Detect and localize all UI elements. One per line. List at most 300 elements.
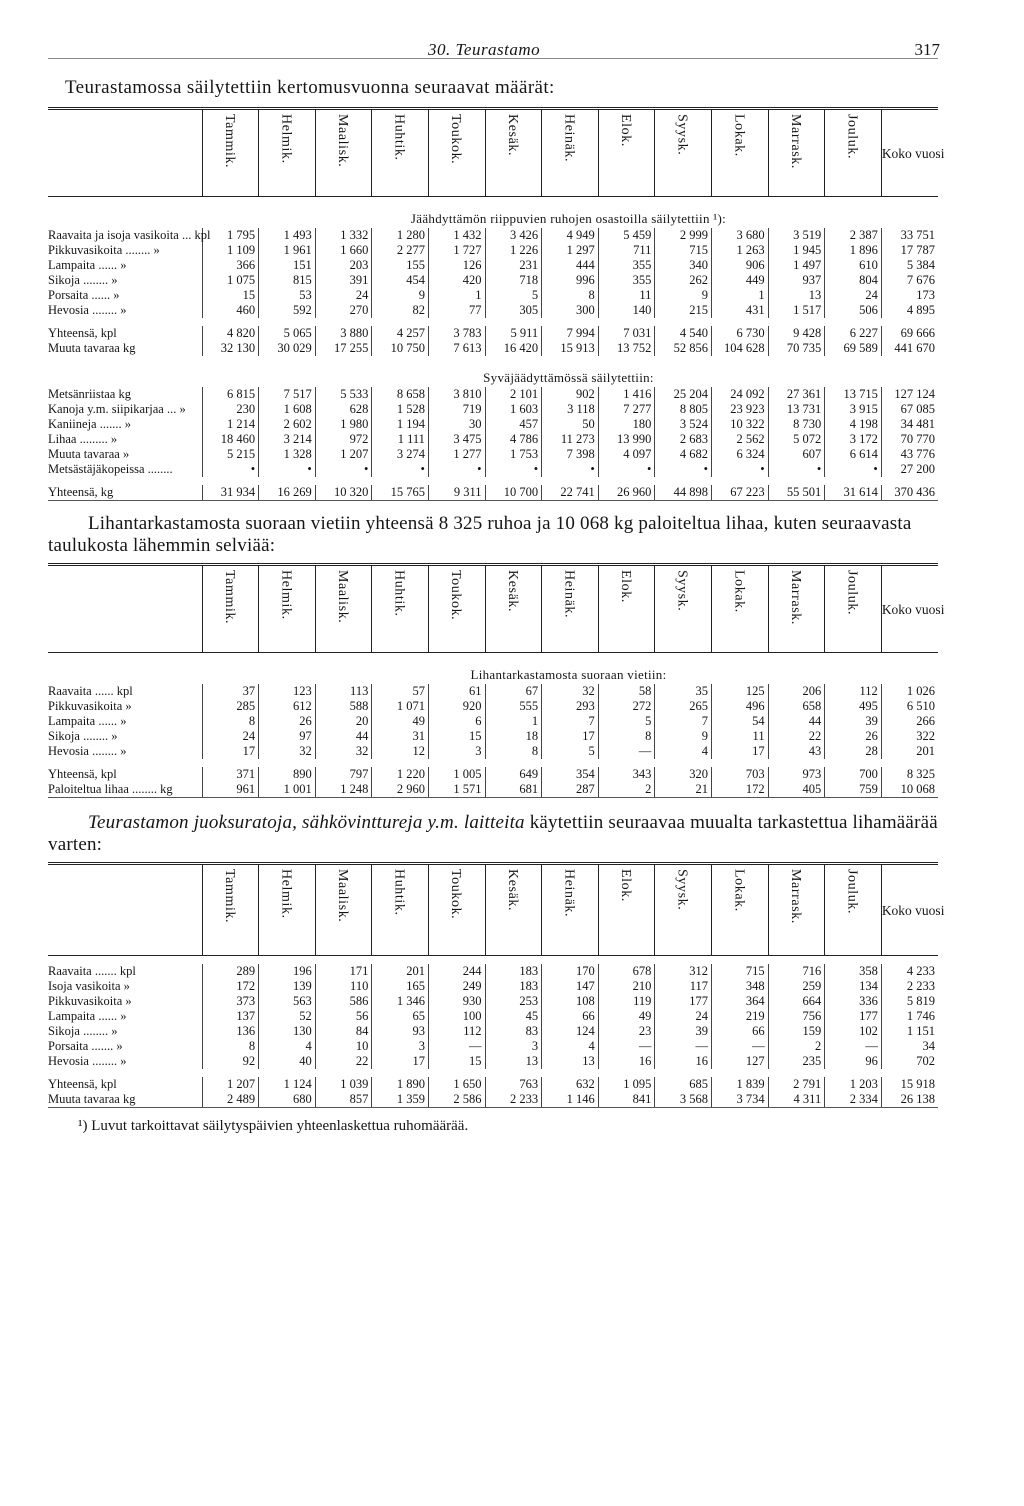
cell-value: 112	[825, 684, 882, 699]
cell-value: 13 731	[768, 402, 825, 417]
cell-value: 7 277	[598, 402, 655, 417]
cell-value: 1 226	[485, 243, 542, 258]
cell-total: 34	[881, 1039, 938, 1054]
header-month	[259, 109, 316, 197]
cell-value: 6 324	[711, 447, 768, 462]
month-label: Elok.	[618, 869, 634, 902]
month-label: Toukok.	[448, 869, 464, 920]
cell-value: 172	[202, 979, 259, 994]
cell-value: 84	[315, 1024, 372, 1039]
cell-value: —	[598, 744, 655, 759]
cell-value: 610	[825, 258, 882, 273]
table-row	[48, 744, 938, 759]
cell-value: 12	[372, 744, 429, 759]
month-label: Helmik.	[278, 114, 294, 164]
cell-value: 1 660	[315, 243, 372, 258]
cell-value: 24	[655, 1009, 712, 1024]
table-row	[48, 684, 938, 699]
cell-value: 24	[825, 288, 882, 303]
cell-value: 2 791	[768, 1077, 825, 1092]
cell-value: 2 960	[372, 782, 429, 798]
month-label: Heinäk.	[561, 869, 577, 918]
row-label: Lampaita ...... »	[48, 1009, 127, 1023]
table-row	[48, 729, 938, 744]
table-header-row	[48, 109, 938, 197]
cell-value: 632	[542, 1077, 599, 1092]
header-month	[711, 109, 768, 197]
cell-value: 16 269	[259, 485, 316, 501]
cell-value: 1 795	[202, 228, 259, 243]
cell-value: 49	[598, 1009, 655, 1024]
cell-value: 2 101	[485, 387, 542, 402]
table-row	[48, 964, 938, 979]
cell-value: 289	[202, 964, 259, 979]
cell-total: 370 436	[881, 485, 938, 501]
spacer-cell	[48, 956, 938, 965]
row-label: Hevosia ........ »	[48, 744, 127, 758]
cell-value: 16 420	[485, 341, 542, 356]
cell-value: 358	[825, 964, 882, 979]
cell-value: 177	[655, 994, 712, 1009]
cell-value: 1 890	[372, 1077, 429, 1092]
cell-value: 457	[485, 417, 542, 432]
cell-value: 10 700	[485, 485, 542, 501]
cell-value: 3 426	[485, 228, 542, 243]
section-title: Syväjäädyttämössä säilytettiin:	[483, 370, 654, 385]
cell-value: 348	[711, 979, 768, 994]
month-label: Kesäk.	[504, 869, 520, 912]
cell-value: 649	[485, 767, 542, 782]
cell-value: 681	[485, 782, 542, 798]
month-label: Kesäk.	[504, 570, 520, 613]
spacer-row	[48, 318, 938, 326]
cell-value: 815	[259, 273, 316, 288]
cell-value: 1 896	[825, 243, 882, 258]
header-month	[542, 109, 599, 197]
cell-value: 305	[485, 303, 542, 318]
cell-value: 155	[372, 258, 429, 273]
section-row	[48, 197, 938, 229]
table-header-row	[48, 565, 938, 653]
cell-total: 7 676	[881, 273, 938, 288]
cell-value: 262	[655, 273, 712, 288]
cell-value: 6 815	[202, 387, 259, 402]
cell-value: 28	[825, 744, 882, 759]
cell-value: 1 346	[372, 994, 429, 1009]
table-row	[48, 1054, 938, 1069]
cell-value: 100	[428, 1009, 485, 1024]
cell-value: 17	[711, 744, 768, 759]
cell-value: 70 735	[768, 341, 825, 356]
cell-value: 703	[711, 767, 768, 782]
row-label: Metsästäjäkopeissa ........	[48, 462, 173, 476]
header-month	[655, 565, 712, 653]
cell-value: 112	[428, 1024, 485, 1039]
cell-value: 6	[428, 714, 485, 729]
cell-value: 171	[315, 964, 372, 979]
cell-value: 6 227	[825, 326, 882, 341]
cell-value: 7	[542, 714, 599, 729]
footnote: ¹) Luvut tarkoittavat säilytyspäivien yhteenlaskettua ruhomäärää.	[78, 1118, 469, 1134]
cell-value: 136	[202, 1024, 259, 1039]
month-label: Heinäk.	[561, 114, 577, 163]
cell-value: 117	[655, 979, 712, 994]
cell-value: 1 146	[542, 1092, 599, 1108]
cell-value: 612	[259, 699, 316, 714]
cell-value: 7 517	[259, 387, 316, 402]
header-month	[259, 864, 316, 956]
table-row	[48, 699, 938, 714]
cell-value: 8 658	[372, 387, 429, 402]
cell-value: 119	[598, 994, 655, 1009]
spacer-row	[48, 1069, 938, 1077]
cell-value: 151	[259, 258, 316, 273]
cell-value: 454	[372, 273, 429, 288]
month-label: Lokak.	[731, 114, 747, 157]
header-month	[372, 864, 429, 956]
running-head	[48, 30, 938, 59]
table-row	[48, 432, 938, 447]
month-label: Jouluk.	[844, 869, 860, 915]
cell-value: 906	[711, 258, 768, 273]
cell-value: 1 071	[372, 699, 429, 714]
table3-intro-italic: Teurastamon juoksuratoja, sähkövinttureja y.m. laitteita	[88, 812, 525, 833]
cell-value: 592	[259, 303, 316, 318]
cell-total: 441 670	[881, 341, 938, 356]
cell-value: 718	[485, 273, 542, 288]
cell-value: 4 198	[825, 417, 882, 432]
cell-total: 43 776	[881, 447, 938, 462]
cell-value: 17	[542, 729, 599, 744]
cell-total: 5 384	[881, 258, 938, 273]
cell-value: 35	[655, 684, 712, 699]
spacer-cell	[48, 1069, 938, 1077]
header-year-total: Koko vuosi	[881, 864, 938, 956]
cell-value: 180	[598, 417, 655, 432]
cell-value: 1	[485, 714, 542, 729]
cell-value: 219	[711, 1009, 768, 1024]
cell-value: 4 097	[598, 447, 655, 462]
row-label: Pikkuvasikoita »	[48, 994, 132, 1008]
cell-value: 930	[428, 994, 485, 1009]
row-label: Raavaita ja isoja vasikoita ... kpl	[48, 228, 211, 242]
cell-value: 104 628	[711, 341, 768, 356]
cell-value: 52	[259, 1009, 316, 1024]
cell-value: 2 586	[428, 1092, 485, 1108]
header-month	[598, 109, 655, 197]
cell-value: 420	[428, 273, 485, 288]
cell-value: 5 065	[259, 326, 316, 341]
cell-value: 67 223	[711, 485, 768, 501]
cell-value: •	[768, 462, 825, 477]
cell-value: 920	[428, 699, 485, 714]
month-label: Jouluk.	[844, 114, 860, 160]
cell-value: 108	[542, 994, 599, 1009]
cell-value: 588	[315, 699, 372, 714]
cell-value: 5 072	[768, 432, 825, 447]
cell-value: 1 263	[711, 243, 768, 258]
cell-value: 13	[768, 288, 825, 303]
cell-value: 39	[655, 1024, 712, 1039]
cell-value: 4 682	[655, 447, 712, 462]
cell-value: 1 207	[202, 1077, 259, 1092]
month-label: Syysk.	[674, 114, 690, 156]
header-stub	[48, 864, 202, 956]
cell-value: 170	[542, 964, 599, 979]
cell-value: 700	[825, 767, 882, 782]
cell-value: •	[655, 462, 712, 477]
cell-value: 2 683	[655, 432, 712, 447]
table-row	[48, 447, 938, 462]
cell-total: 4 233	[881, 964, 938, 979]
cell-total: 1 151	[881, 1024, 938, 1039]
cell-value: 52 856	[655, 341, 712, 356]
cell-value: •	[598, 462, 655, 477]
cell-value: 431	[711, 303, 768, 318]
cell-value: 8	[598, 729, 655, 744]
cell-value: 3 475	[428, 432, 485, 447]
table-row	[48, 326, 938, 341]
cell-value: 857	[315, 1092, 372, 1108]
cell-value: •	[259, 462, 316, 477]
cell-value: 1	[711, 288, 768, 303]
month-label: Marrask.	[787, 570, 803, 625]
table-row	[48, 1039, 938, 1054]
row-label: Isoja vasikoita »	[48, 979, 130, 993]
row-label: Lihaa ......... »	[48, 432, 118, 446]
month-label: Kesäk.	[504, 114, 520, 157]
cell-value: 10 322	[711, 417, 768, 432]
cell-value: 7 994	[542, 326, 599, 341]
header-month	[315, 109, 372, 197]
cell-total: 1 746	[881, 1009, 938, 1024]
cell-value: 343	[598, 767, 655, 782]
cell-value: •	[825, 462, 882, 477]
page	[48, 30, 945, 1135]
cell-value: 113	[315, 684, 372, 699]
cell-value: 1 603	[485, 402, 542, 417]
cell-value: 300	[542, 303, 599, 318]
month-label: Jouluk.	[844, 570, 860, 616]
cell-value: —	[825, 1039, 882, 1054]
cell-value: •	[372, 462, 429, 477]
row-label: Pikkuvasikoita »	[48, 699, 132, 713]
cell-value: 56	[315, 1009, 372, 1024]
cell-value: 201	[372, 964, 429, 979]
cell-value: 1 359	[372, 1092, 429, 1108]
cell-value: 2	[768, 1039, 825, 1054]
month-label: Tammik.	[221, 869, 237, 924]
row-label: Kanoja y.m. siipikarjaa ... »	[48, 402, 186, 416]
cell-total: 127 124	[881, 387, 938, 402]
cell-value: 26 960	[598, 485, 655, 501]
cell-value: 890	[259, 767, 316, 782]
cell-value: 1 194	[372, 417, 429, 432]
cell-value: 15	[202, 288, 259, 303]
header-year-total: Koko vuosi	[881, 565, 938, 653]
cell-value: 40	[259, 1054, 316, 1069]
spacer-row	[48, 759, 938, 767]
header-month	[655, 864, 712, 956]
cell-value: 8	[542, 288, 599, 303]
cell-value: 1 111	[372, 432, 429, 447]
row-label: Sikoja ........ »	[48, 273, 118, 287]
cell-value: 17	[202, 744, 259, 759]
cell-total: 34 481	[881, 417, 938, 432]
cell-value: 1 220	[372, 767, 429, 782]
header-month	[768, 864, 825, 956]
table-storage	[48, 107, 945, 501]
cell-value: 496	[711, 699, 768, 714]
cell-value: 18 460	[202, 432, 259, 447]
table1-intro: Teurastamossa säilytettiin kertomusvuonna seuraavat määrät:	[65, 77, 555, 98]
cell-value: 444	[542, 258, 599, 273]
cell-value: 15	[428, 729, 485, 744]
table2-intro: Lihantarkastamosta suoraan vietiin yhteensä 8 325 ruhoa ja 10 068 kg paloiteltua lihaa, kuten seuraavasta taulukosta lähemmin selviää:	[48, 513, 912, 556]
cell-value: 26	[825, 729, 882, 744]
page-number: 317	[914, 40, 940, 59]
header-month	[202, 109, 259, 197]
cell-value: 259	[768, 979, 825, 994]
cell-value: 13 715	[825, 387, 882, 402]
header-month	[315, 864, 372, 956]
cell-value: 125	[711, 684, 768, 699]
row-label: Yhteensä, kg	[48, 485, 202, 501]
cell-value: 1 005	[428, 767, 485, 782]
cell-total: 69 666	[881, 326, 938, 341]
cell-value: 30 029	[259, 341, 316, 356]
cell-value: 312	[655, 964, 712, 979]
cell-total: 5 819	[881, 994, 938, 1009]
cell-value: 4 786	[485, 432, 542, 447]
cell-value: 24	[202, 729, 259, 744]
cell-value: 140	[598, 303, 655, 318]
header-month	[428, 109, 485, 197]
cell-value: 3 568	[655, 1092, 712, 1108]
row-label: Muuta tavaraa »	[48, 447, 130, 461]
cell-value: 24 092	[711, 387, 768, 402]
cell-value: 1 095	[598, 1077, 655, 1092]
cell-value: 680	[259, 1092, 316, 1108]
cell-value: 124	[542, 1024, 599, 1039]
cell-value: 5 459	[598, 228, 655, 243]
cell-value: 3 734	[711, 1092, 768, 1108]
cell-value: 716	[768, 964, 825, 979]
cell-value: 55 501	[768, 485, 825, 501]
cell-total: 33 751	[881, 228, 938, 243]
cell-value: 3 274	[372, 447, 429, 462]
header-month	[372, 109, 429, 197]
cell-value: 658	[768, 699, 825, 714]
cell-value: 371	[202, 767, 259, 782]
cell-total: 266	[881, 714, 938, 729]
row-label: Yhteensä, kpl	[48, 1077, 117, 1091]
cell-value: 10 320	[315, 485, 372, 501]
header-month	[202, 565, 259, 653]
table-header-row	[48, 864, 938, 956]
cell-value: 23	[598, 1024, 655, 1039]
cell-value: 249	[428, 979, 485, 994]
cell-value: 607	[768, 447, 825, 462]
cell-value: 272	[598, 699, 655, 714]
spacer-cell	[48, 477, 938, 485]
cell-value: 15	[428, 1054, 485, 1069]
cell-value: 1 980	[315, 417, 372, 432]
cell-total: 26 138	[881, 1092, 938, 1108]
header-stub	[48, 565, 202, 653]
cell-value: 1 332	[315, 228, 372, 243]
cell-value: 355	[598, 258, 655, 273]
cell-value: 293	[542, 699, 599, 714]
cell-value: 355	[598, 273, 655, 288]
cell-value: 253	[485, 994, 542, 1009]
row-label: Paloiteltua lihaa ........ kg	[48, 782, 202, 798]
cell-value: —	[598, 1039, 655, 1054]
cell-value: 139	[259, 979, 316, 994]
header-month	[768, 565, 825, 653]
month-label: Huhtik.	[391, 114, 407, 161]
cell-value: 13	[542, 1054, 599, 1069]
cell-value: 13	[485, 1054, 542, 1069]
cell-value: 8	[485, 744, 542, 759]
cell-value: 3 524	[655, 417, 712, 432]
cell-value: 336	[825, 994, 882, 1009]
cell-value: 2	[598, 782, 655, 798]
header-month	[259, 565, 316, 653]
cell-value: 7 031	[598, 326, 655, 341]
cell-value: 1 280	[372, 228, 429, 243]
month-label: Marrask.	[787, 114, 803, 169]
cell-value: 177	[825, 1009, 882, 1024]
cell-value: 77	[428, 303, 485, 318]
cell-value: 54	[711, 714, 768, 729]
cell-value: 1 124	[259, 1077, 316, 1092]
table-row	[48, 258, 938, 273]
cell-value: 215	[655, 303, 712, 318]
cell-value: 15 765	[372, 485, 429, 501]
cell-value: 759	[825, 782, 882, 798]
cell-value: 235	[768, 1054, 825, 1069]
cell-value: 49	[372, 714, 429, 729]
cell-value: 22	[768, 729, 825, 744]
cell-total: 173	[881, 288, 938, 303]
table-row	[48, 341, 938, 356]
table3-intro	[48, 812, 938, 856]
cell-value: 1	[428, 288, 485, 303]
cell-value: 3	[372, 1039, 429, 1054]
month-label: Huhtik.	[391, 570, 407, 617]
cell-value: 373	[202, 994, 259, 1009]
cell-value: 1 961	[259, 243, 316, 258]
spacer-row	[48, 477, 938, 485]
cell-value: 22	[315, 1054, 372, 1069]
cell-value: 10 750	[372, 341, 429, 356]
cell-value: 22 741	[542, 485, 599, 501]
header-month	[542, 864, 599, 956]
cell-value: 32	[315, 744, 372, 759]
cell-total: 322	[881, 729, 938, 744]
cell-value: 628	[315, 402, 372, 417]
cell-value: 506	[825, 303, 882, 318]
cell-value: 69 589	[825, 341, 882, 356]
header-month	[825, 565, 882, 653]
cell-value: 43	[768, 744, 825, 759]
row-label: Lampaita ...... »	[48, 714, 127, 728]
cell-value: 3 810	[428, 387, 485, 402]
month-label: Syysk.	[674, 869, 690, 911]
cell-value: 172	[711, 782, 768, 798]
table-row	[48, 979, 938, 994]
